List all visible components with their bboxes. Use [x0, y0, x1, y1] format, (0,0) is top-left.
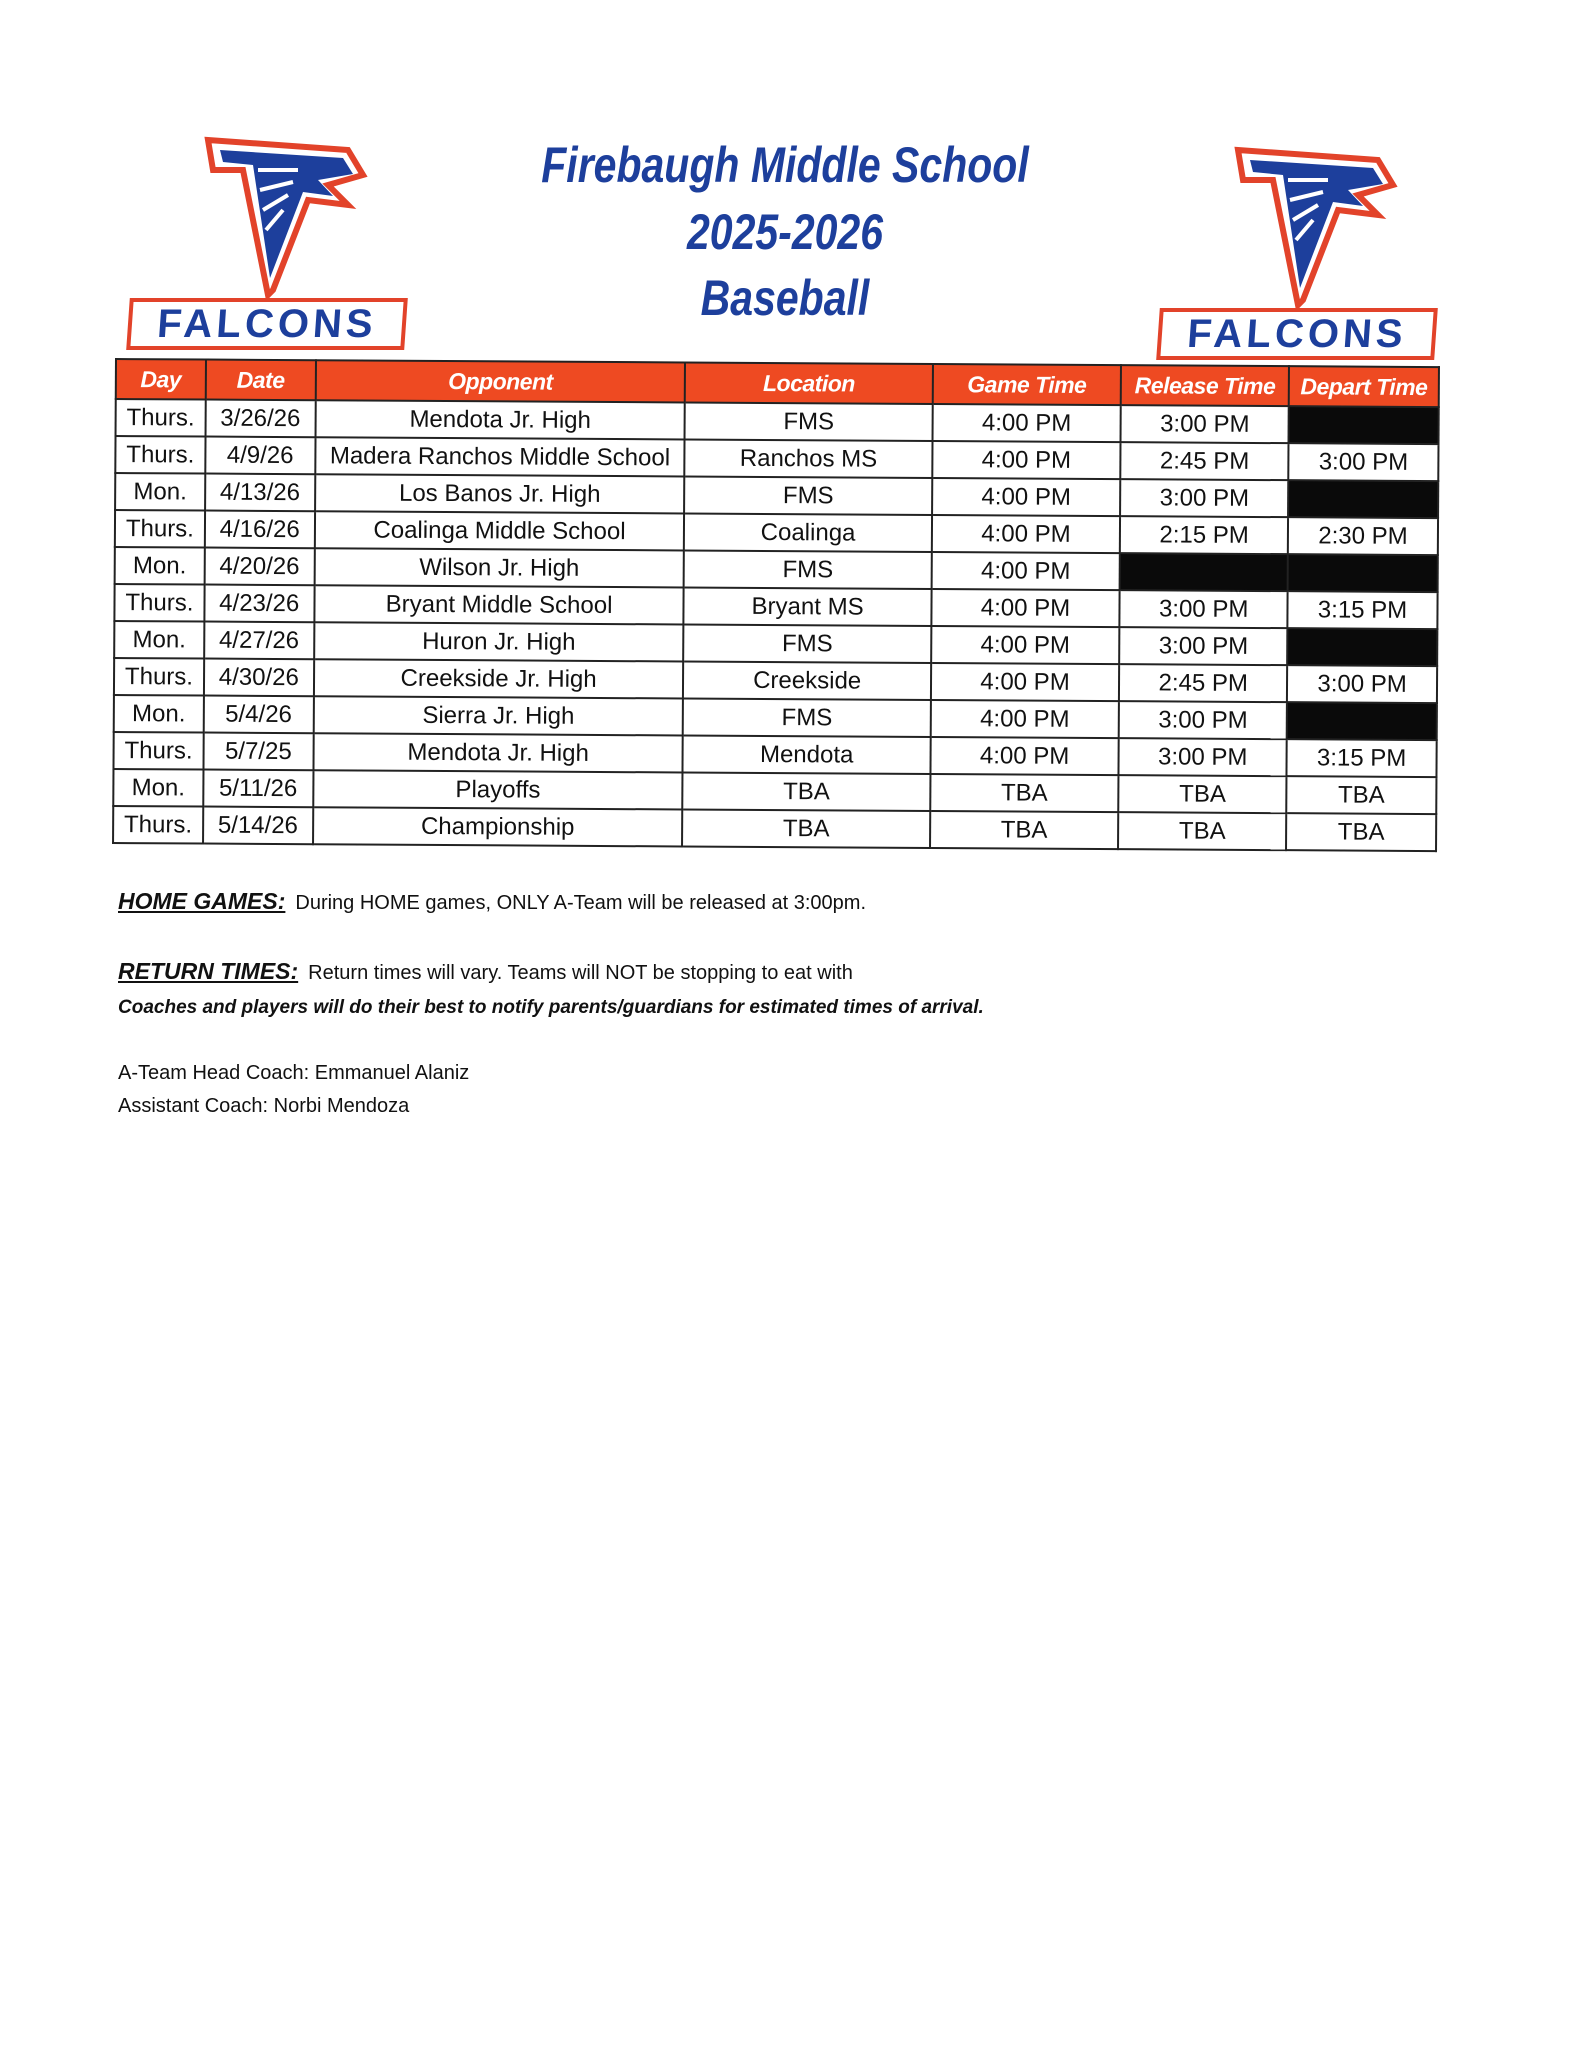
falcon-head-icon	[198, 130, 368, 300]
depart-cell: TBA	[1286, 776, 1436, 814]
opponent-cell: Creekside Jr. High	[314, 659, 684, 698]
day-cell: Mon.	[115, 473, 205, 511]
falcons-logo-right	[1158, 140, 1438, 360]
release-cell: TBA	[1119, 775, 1287, 813]
game-cell: 4:00 PM	[932, 515, 1121, 553]
opponent-cell: Championship	[313, 807, 683, 846]
location-cell: Ranchos MS	[685, 439, 932, 478]
head-coach: A-Team Head Coach: Emmanuel Alaniz	[118, 1062, 470, 1084]
day-cell: Mon.	[113, 769, 203, 807]
depart-cell	[1288, 554, 1438, 592]
date-cell: 5/4/26	[204, 696, 314, 734]
day-cell: Thurs.	[113, 806, 203, 844]
opponent-cell: Bryant Middle School	[314, 585, 684, 624]
location-cell: FMS	[685, 402, 932, 441]
column-header: Game Time	[932, 364, 1121, 405]
date-cell: 5/7/25	[203, 733, 313, 771]
column-header: Depart Time	[1289, 366, 1439, 407]
game-cell: 4:00 PM	[930, 700, 1119, 738]
schedule-table	[112, 358, 1440, 852]
release-cell: 3:00 PM	[1120, 590, 1288, 628]
game-cell: 4:00 PM	[932, 441, 1121, 479]
game-cell: 4:00 PM	[931, 589, 1120, 627]
depart-cell	[1289, 406, 1439, 444]
game-cell: TBA	[930, 774, 1119, 812]
depart-cell: TBA	[1286, 813, 1436, 851]
release-cell: 3:00 PM	[1119, 738, 1287, 776]
return-times-label: RETURN TIMES:	[118, 958, 299, 984]
location-cell: Coalinga	[684, 513, 931, 552]
release-cell: 3:00 PM	[1121, 405, 1289, 443]
day-cell: Thurs.	[115, 510, 205, 548]
location-cell: Bryant MS	[684, 587, 931, 626]
depart-cell	[1288, 480, 1438, 518]
game-cell: 4:00 PM	[932, 478, 1121, 516]
date-cell: 4/23/26	[204, 585, 314, 623]
day-cell: Mon.	[114, 695, 204, 733]
column-header: Date	[206, 360, 316, 401]
opponent-cell: Los Banos Jr. High	[315, 474, 685, 513]
release-cell: 2:45 PM	[1119, 664, 1287, 702]
column-header: Location	[685, 362, 933, 404]
opponent-cell: Wilson Jr. High	[314, 548, 684, 587]
game-cell: 4:00 PM	[931, 626, 1120, 664]
release-cell: TBA	[1118, 812, 1286, 850]
opponent-cell: Mendota Jr. High	[313, 733, 683, 772]
location-cell: TBA	[683, 809, 930, 848]
opponent-cell: Huron Jr. High	[314, 622, 684, 661]
depart-cell: 3:00 PM	[1288, 443, 1438, 481]
date-cell: 3/26/26	[205, 400, 315, 438]
depart-cell: 3:15 PM	[1287, 591, 1437, 629]
date-cell: 4/30/26	[204, 659, 314, 697]
depart-cell	[1287, 702, 1437, 740]
game-cell: 4:00 PM	[930, 737, 1119, 775]
season-years: 2025-2026	[686, 204, 884, 260]
release-cell: 3:00 PM	[1120, 479, 1288, 517]
column-header: Day	[116, 359, 206, 400]
depart-cell: 3:00 PM	[1287, 665, 1437, 703]
release-cell: 2:45 PM	[1121, 442, 1289, 480]
day-cell: Thurs.	[114, 658, 204, 696]
return-times-note	[118, 958, 853, 985]
location-cell: TBA	[683, 772, 930, 811]
date-cell: 4/13/26	[205, 474, 315, 512]
date-cell: 4/9/26	[205, 437, 315, 475]
depart-cell: 3:15 PM	[1287, 739, 1437, 777]
game-cell: TBA	[930, 811, 1119, 849]
home-games-note	[118, 888, 866, 915]
location-cell: Mendota	[683, 735, 930, 774]
assistant-coach: Assistant Coach: Norbi Mendoza	[118, 1095, 410, 1117]
day-cell: Thurs.	[114, 584, 204, 622]
day-cell: Thurs.	[115, 436, 205, 474]
date-cell: 5/11/26	[203, 770, 313, 808]
table-row	[113, 806, 1436, 851]
falcons-wordmark: FALCONS	[1156, 308, 1438, 360]
sport-name: Baseball	[700, 270, 870, 326]
home-games-label: HOME GAMES:	[118, 888, 286, 914]
date-cell: 4/16/26	[205, 511, 315, 549]
depart-cell	[1287, 628, 1437, 666]
location-cell: FMS	[683, 698, 930, 737]
day-cell: Mon.	[114, 621, 204, 659]
location-cell: Creekside	[683, 661, 930, 700]
depart-cell: 2:30 PM	[1288, 517, 1438, 555]
day-cell: Thurs.	[113, 732, 203, 770]
day-cell: Thurs.	[116, 399, 206, 437]
release-cell: 3:00 PM	[1119, 627, 1287, 665]
day-cell: Mon.	[115, 547, 205, 585]
falcon-head-icon	[1228, 140, 1398, 310]
column-header: Opponent	[315, 360, 685, 402]
column-header: Release Time	[1121, 365, 1289, 406]
location-cell: FMS	[684, 624, 931, 663]
home-games-text: During HOME games, ONLY A-Team will be released at 3:00pm.	[295, 892, 867, 914]
game-cell: 4:00 PM	[931, 552, 1120, 590]
release-cell: 2:15 PM	[1120, 516, 1288, 554]
school-name: Firebaugh Middle School	[541, 137, 1029, 193]
return-times-bold-note: Coaches and players will do their best to notify parents/guardians for estimated times of arrival.	[118, 997, 984, 1018]
release-cell: 3:00 PM	[1119, 701, 1287, 739]
date-cell: 4/27/26	[204, 622, 314, 660]
opponent-cell: Coalinga Middle School	[315, 511, 685, 550]
opponent-cell: Mendota Jr. High	[315, 400, 685, 439]
opponent-cell: Playoffs	[313, 770, 683, 809]
return-times-text: Return times will vary. Teams will NOT be stopping to eat with	[308, 962, 853, 984]
falcons-wordmark: FALCONS	[126, 298, 408, 350]
date-cell: 5/14/26	[203, 807, 313, 845]
opponent-cell: Madera Ranchos Middle School	[315, 437, 685, 476]
location-cell: FMS	[684, 550, 931, 589]
release-cell	[1120, 553, 1288, 591]
game-cell: 4:00 PM	[932, 404, 1121, 442]
falcons-logo-left	[128, 130, 408, 350]
game-cell: 4:00 PM	[931, 663, 1120, 701]
location-cell: FMS	[685, 476, 932, 515]
opponent-cell: Sierra Jr. High	[313, 696, 683, 735]
date-cell: 4/20/26	[204, 548, 314, 586]
